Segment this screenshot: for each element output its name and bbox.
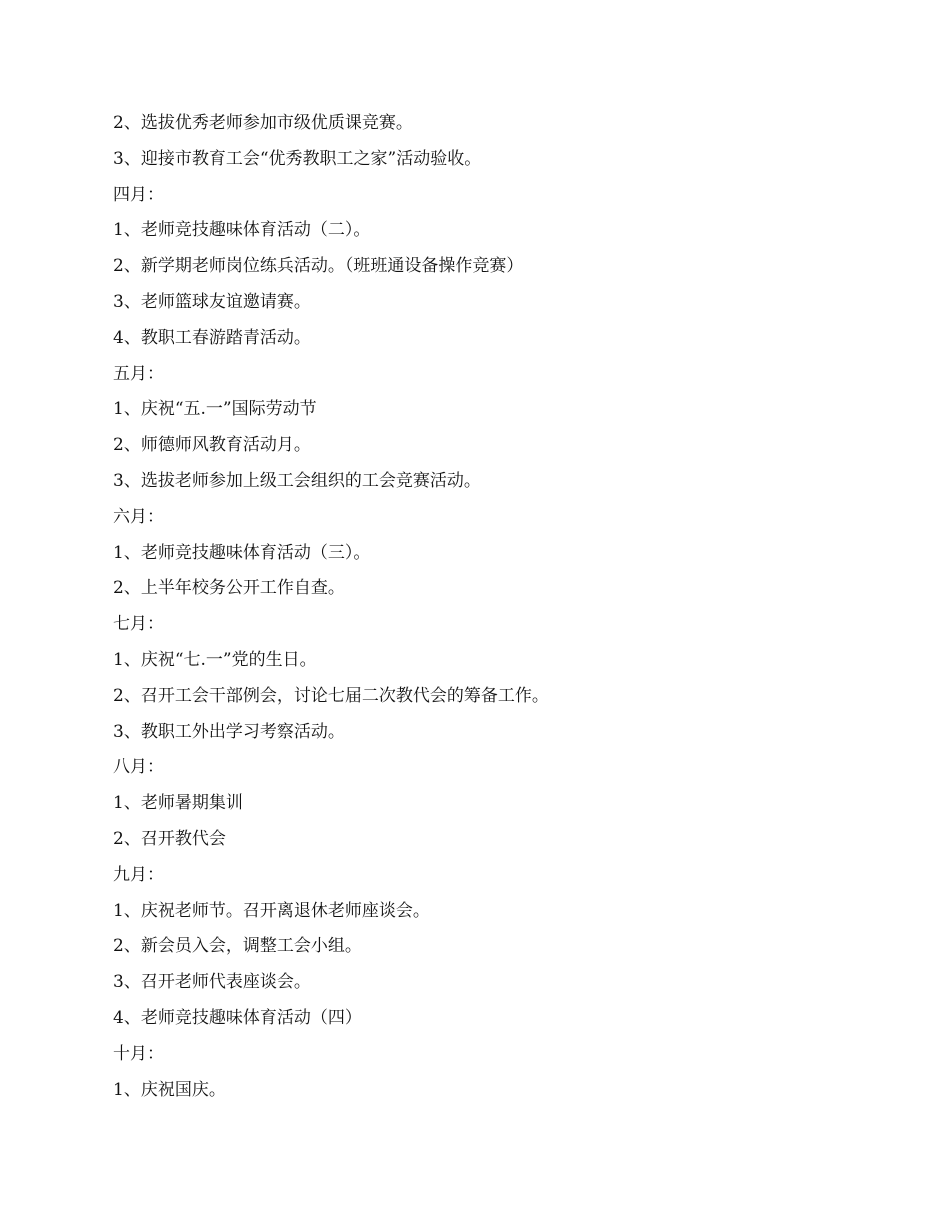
section-heading: 九月： — [113, 864, 164, 885]
list-item: 1、庆祝老师节。召开离退休老师座谈会。 — [113, 900, 430, 921]
section-heading: 七月： — [113, 614, 164, 635]
list-item: 1、老师暑期集训 — [113, 793, 243, 814]
list-item: 2、上半年校务公开工作自查。 — [113, 578, 345, 599]
list-item: 4、教职工春游踏青活动。 — [113, 327, 311, 348]
list-item: 3、召开老师代表座谈会。 — [113, 972, 311, 993]
list-item: 4、老师竞技趣味体育活动（四） — [113, 1007, 362, 1028]
section-heading: 八月： — [113, 757, 164, 778]
list-item: 3、老师篮球友谊邀请赛。 — [113, 291, 311, 312]
list-item: 2、新会员入会，调整工会小组。 — [113, 936, 362, 957]
section-heading: 五月： — [113, 363, 164, 384]
list-item: 1、老师竞技趣味体育活动（二）。 — [113, 220, 371, 241]
list-item: 3、选拔老师参加上级工会组织的工会竞赛活动。 — [113, 470, 481, 491]
list-item: 3、迎接市教育工会“优秀教职工之家”活动验收。 — [113, 148, 482, 169]
list-item: 2、召开教代会 — [113, 828, 226, 849]
section-heading: 四月： — [113, 184, 164, 205]
list-item: 2、召开工会干部例会，讨论七届二次教代会的筹备工作。 — [113, 685, 549, 706]
list-item: 1、庆祝“七.一”党的生日。 — [113, 649, 317, 670]
list-item: 2、新学期老师岗位练兵活动。（班班通设备操作竞赛） — [113, 256, 524, 277]
section-heading: 六月： — [113, 506, 164, 527]
list-item: 2、选拔优秀老师参加市级优质课竞赛。 — [113, 113, 413, 133]
list-item: 3、教职工外出学习考察活动。 — [113, 721, 345, 742]
list-item: 1、庆祝国庆。 — [113, 1079, 226, 1100]
list-item: 2、师德师风教育活动月。 — [113, 435, 311, 456]
list-item: 1、庆祝“五.一”国际劳动节 — [113, 399, 317, 420]
list-item: 1、老师竞技趣味体育活动（三）。 — [113, 542, 371, 563]
document-body — [113, 106, 853, 1108]
section-heading: 十月： — [113, 1043, 164, 1064]
